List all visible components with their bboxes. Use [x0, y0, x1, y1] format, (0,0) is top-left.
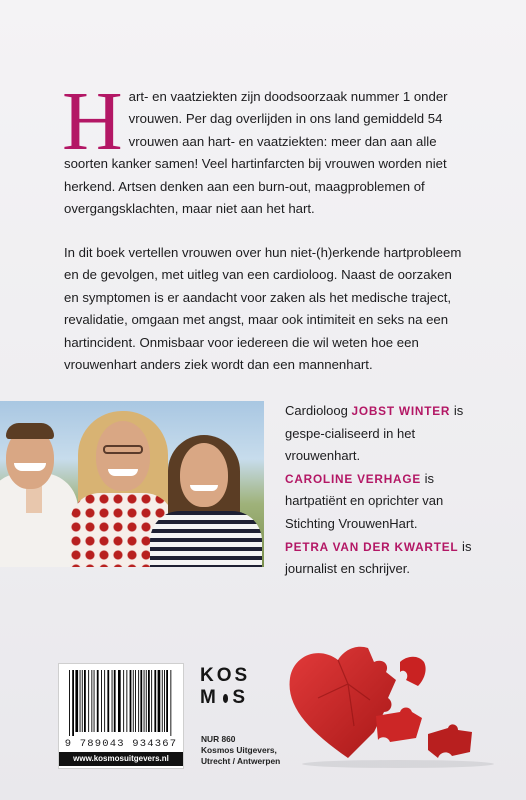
author-bios — [285, 400, 473, 581]
drop-cap: H — [62, 75, 123, 168]
nur-code: NUR 860 — [201, 734, 236, 744]
barcode-bars — [67, 670, 177, 736]
author-name: JOBST WINTER — [351, 404, 451, 418]
isbn-number: 9 789043 934367 — [64, 738, 178, 750]
author-name: PETRA VAN DER KWARTEL — [285, 539, 459, 554]
publisher-url: www.kosmosuitgevers.nl — [59, 752, 183, 766]
logo-dot-icon — [223, 694, 228, 703]
publisher-cities: Utrecht / Antwerpen — [201, 756, 281, 766]
author-bio: CAROLINE VERHAGE is hartpatiënt en oprichter van Stichting VrouwenHart. — [285, 470, 444, 531]
publisher-name: Kosmos Uitgevers, — [201, 745, 277, 755]
author-bio: PETRA VAN DER KWARTEL is journalist en schrijver. — [285, 538, 472, 577]
description-paragraph: In dit boek vertellen vrouwen over hun niet-(h)erkende hartprobleem en de gevolgen, met uitleg van een cardioloog. Naast de oorzaken en symptomen is er aandacht voor zaken als het medische traject, revalidatie, omgaan met angst, maar ook intimiteit en seks na een hartincident. Onmisbaar voor iedereen die wil weten hoe een vrouwenhart anders ziek wordt dan een mannenhart. — [64, 245, 462, 373]
isbn-barcode — [58, 663, 184, 769]
intro-text: art- en vaatziekten zijn doodsoorzaak nummer 1 onder vrouwen. Per dag overlijden in ons land gemiddeld 54 vrouwen aan hart- en vaatziekten: meer dan aan alle soorten kanker samen! Veel hartinfarcten bij vrouwen worden niet herkend. Artsen denken aan een burn-out, maagproblemen of overgangsklachten, maar niet aan het hart. — [64, 89, 448, 217]
author-name: CAROLINE VERHAGE — [285, 471, 422, 486]
intro-paragraph — [62, 75, 464, 220]
puzzle-heart-icon — [278, 640, 498, 770]
authors-photo — [0, 401, 264, 567]
author-bio: Cardioloog JOBST WINTER is gespe-cialiseerd in het vrouwenhart. — [285, 403, 464, 464]
kosmos-logo: KOS M S — [200, 665, 251, 708]
imprint — [201, 734, 280, 767]
